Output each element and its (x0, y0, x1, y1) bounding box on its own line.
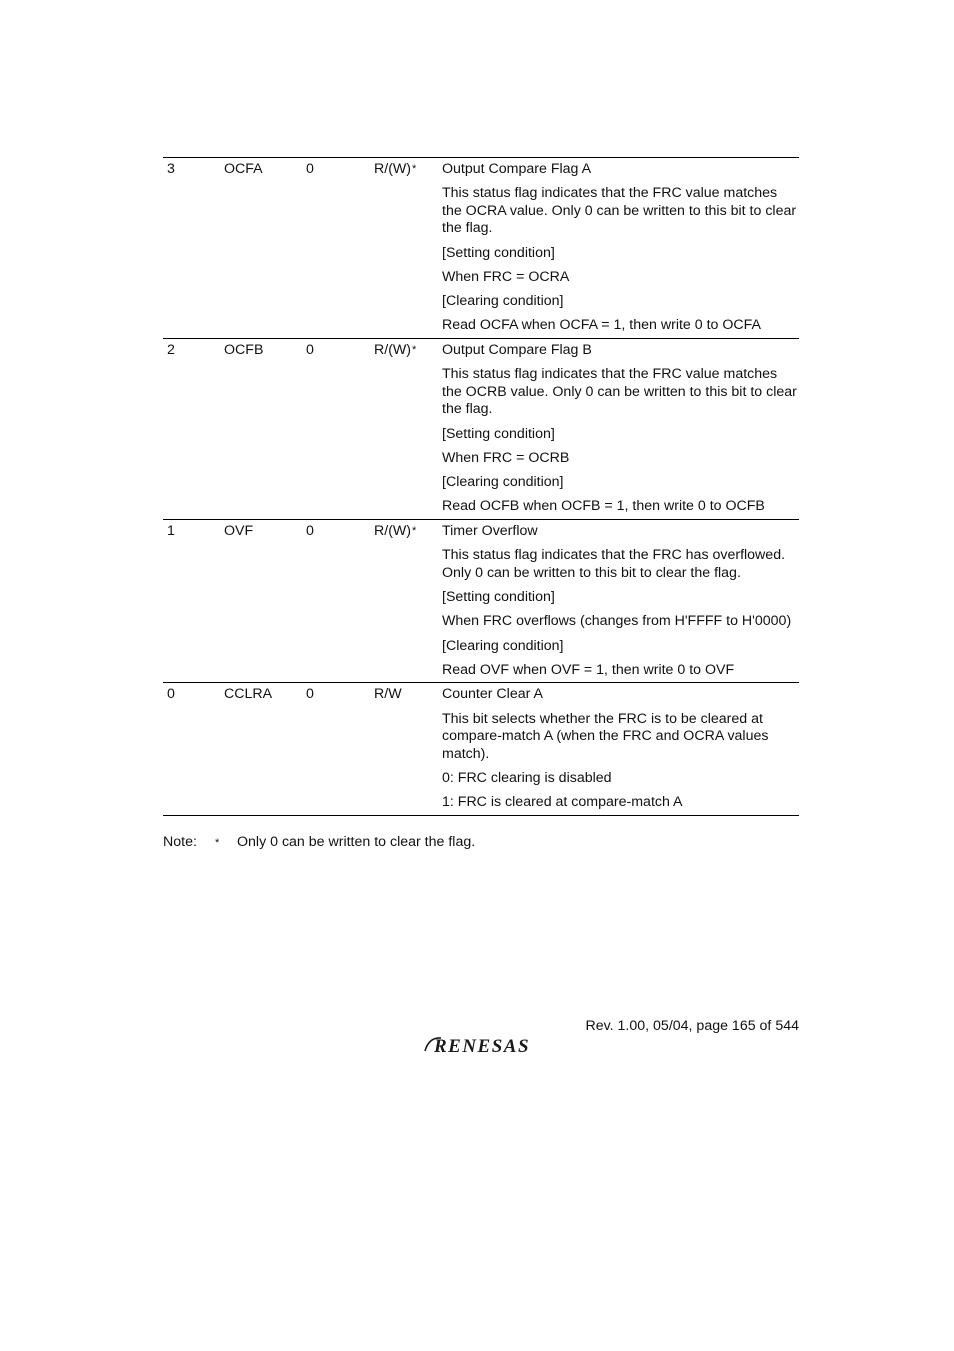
initial-value: 0 (306, 522, 314, 539)
bit-name: OCFA (224, 161, 263, 177)
initial-value: 0 (306, 686, 314, 703)
description-title: Counter Clear A (442, 686, 543, 703)
clearing-condition-heading: [Clearing condition] (442, 637, 564, 654)
bit-number: 1 (167, 522, 175, 539)
bit-name: CCLRA (224, 686, 273, 703)
description-text: This status flag indicates that the FRC value matches the OCRB value. Only 0 can be written to this bit to clear the flag. (442, 366, 797, 418)
read-write (370, 158, 439, 339)
page-revision-footer: Rev. 1.00, 05/04, page 165 of 544 (585, 1018, 799, 1034)
description-title: Timer Overflow (442, 522, 538, 539)
clearing-condition-text: Read OVF when OVF = 1, then write 0 to OVF (442, 661, 735, 678)
bit-number: 2 (167, 341, 175, 358)
clearing-condition-text: Read OCFB when OCFB = 1, then write 0 to OCFB (442, 498, 765, 515)
footnote-mark: * (412, 524, 417, 537)
table-row (163, 683, 799, 815)
setting-condition-heading: [Setting condition] (442, 425, 555, 442)
description (439, 158, 799, 339)
read-write-text: R/(W) (374, 341, 412, 358)
description-text: This status flag indicates that the FRC has overflowed. Only 0 can be written to this bit to clear the flag. (442, 547, 786, 581)
read-write (370, 519, 439, 682)
read-write-text: R/W (374, 686, 402, 703)
table-row (163, 519, 799, 682)
table-row (163, 158, 799, 339)
table-note (163, 833, 475, 852)
clearing-condition-text: Read OCFA when OCFA = 1, then write 0 to OCFA (442, 317, 761, 334)
setting-condition-text: When FRC overflows (changes from H'FFFF to H'0000) (442, 613, 792, 630)
option-0-text: 0: FRC clearing is disabled (442, 770, 612, 787)
setting-condition-text: When FRC = OCRB (442, 449, 570, 466)
footnote-mark: * (412, 163, 417, 175)
option-1-text: 1: FRC is cleared at compare-match A (442, 794, 683, 811)
bit-number: 0 (167, 686, 175, 703)
clearing-condition-heading: [Clearing condition] (442, 474, 564, 491)
register-bit-table (163, 157, 799, 816)
setting-condition-text: When FRC = OCRA (442, 268, 570, 285)
bit-name: OVF (224, 522, 254, 539)
description-text: This bit selects whether the FRC is to be cleared at compare-match A (when the FRC and OCRA values match). (442, 710, 769, 762)
footnote-mark: * (412, 343, 417, 356)
description (439, 338, 799, 519)
table-row (163, 338, 799, 519)
note-mark: * (215, 837, 220, 849)
read-write-text: R/(W) (374, 522, 412, 539)
description (439, 519, 799, 682)
setting-condition-heading: [Setting condition] (442, 589, 555, 606)
description (439, 683, 799, 815)
note-text: Only 0 can be written to clear the flag. (237, 834, 476, 850)
description-title: Output Compare Flag B (442, 341, 592, 358)
note-label: Note: (163, 834, 197, 850)
read-write (370, 338, 439, 519)
setting-condition-heading: [Setting condition] (442, 244, 555, 261)
initial-value: 0 (306, 341, 314, 358)
logo-wordmark: RENESAS (433, 1036, 531, 1056)
description-title: Output Compare Flag A (442, 161, 592, 177)
read-write (370, 683, 439, 815)
clearing-condition-heading: [Clearing condition] (442, 293, 564, 310)
read-write-text: R/(W) (374, 161, 412, 177)
bit-name: OCFB (224, 341, 264, 358)
renesas-logo (423, 1034, 541, 1056)
bit-number: 3 (167, 161, 175, 177)
description-text: This status flag indicates that the FRC value matches the OCRA value. Only 0 can be written to this bit to clear the flag. (442, 185, 797, 237)
initial-value: 0 (306, 161, 314, 177)
